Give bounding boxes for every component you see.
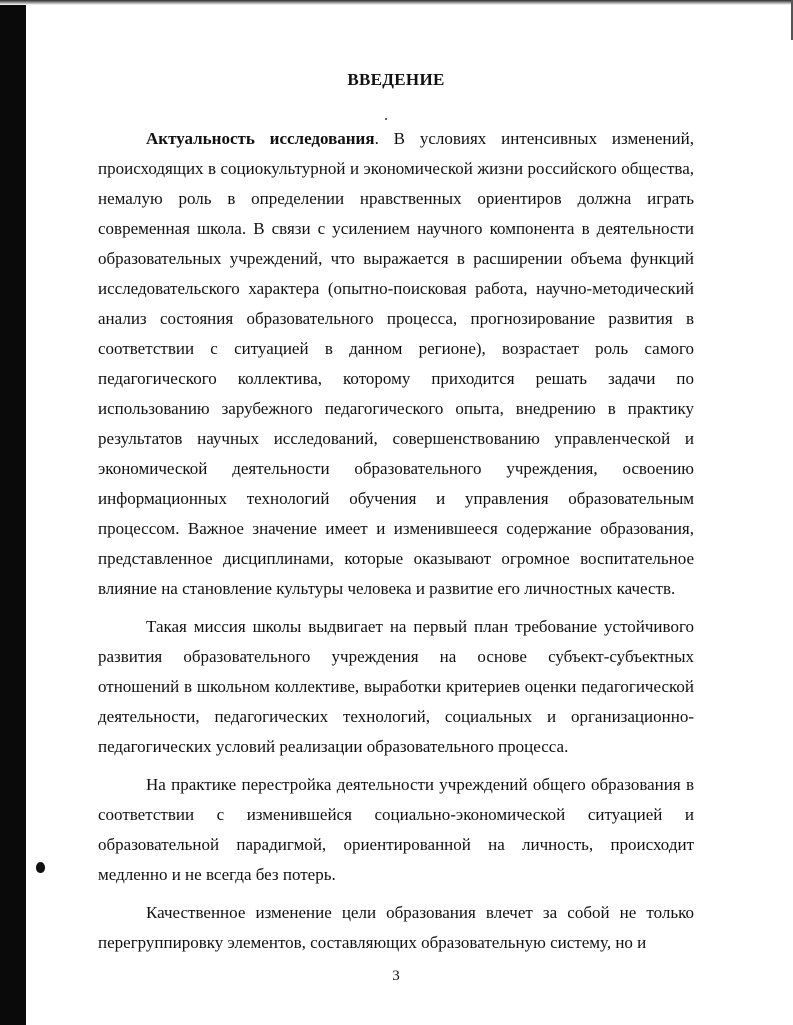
scan-speck	[385, 118, 387, 120]
document-body	[98, 124, 694, 966]
paragraph-text: . В условиях интенсивных изменений, происходящих в социокультурной и экономической жизни российского общества, немалую роль в определении нравственных ориентиров должна играть современная школа. В связи с усилением научного компонента в деятельности образовательных учреждений, что выражается в расширении объема функций исследовательского характера (опытно-поисковая работа, научно-методический анализ состояния образовательного процесса, прогнозирование развития в соответствии с ситуацией в данном регионе), возрастает роль самого педагогического коллектива, которому приходится решать задачи по использованию зарубежного педагогического опыта, внедрению в практику результатов научных исследований, совершенствованию управленческой и экономической деятельности образовательного учреждения, освоению информационных технологий обучения и управления образовательным процессом. Важное значение имеет и изменившееся содержание образования, представленное дисциплинами, которые оказывают огромное воспитательное влияние на становление культуры человека и развитие его личностных качеств.	[98, 129, 694, 598]
paragraph-mission: Такая миссия школы выдвигает на первый план требование устойчивого развития образовательного учреждения на основе субъект-субъектных отношений в школьном коллективе, выработки критериев оценки педагогической деятельности, педагогических технологий, социальных и организационно-педагогических условий реализации образовательного процесса.	[98, 617, 694, 756]
paragraph-practice: На практике перестройка деятельности учреждений общего образования в соответствии с изменившейся социально-экономической ситуацией и образовательной парадигмой, ориентированной на личность, происходит медленно и не всегда без потерь.	[98, 775, 694, 884]
paragraph-relevance	[98, 124, 694, 604]
paragraph-lead: Актуальность исследования	[146, 129, 375, 148]
punch-hole-mark	[36, 862, 45, 873]
paragraph-quality: Качественное изменение цели образования влечет за собой не только перегруппировку элементов, составляющих образовательную систему, но и	[98, 903, 694, 952]
page-number: 3	[392, 968, 400, 984]
scan-shadow-top	[0, 0, 793, 5]
page-title: ВВЕДЕНИЕ	[347, 70, 445, 89]
scan-shadow-left	[0, 0, 26, 1025]
